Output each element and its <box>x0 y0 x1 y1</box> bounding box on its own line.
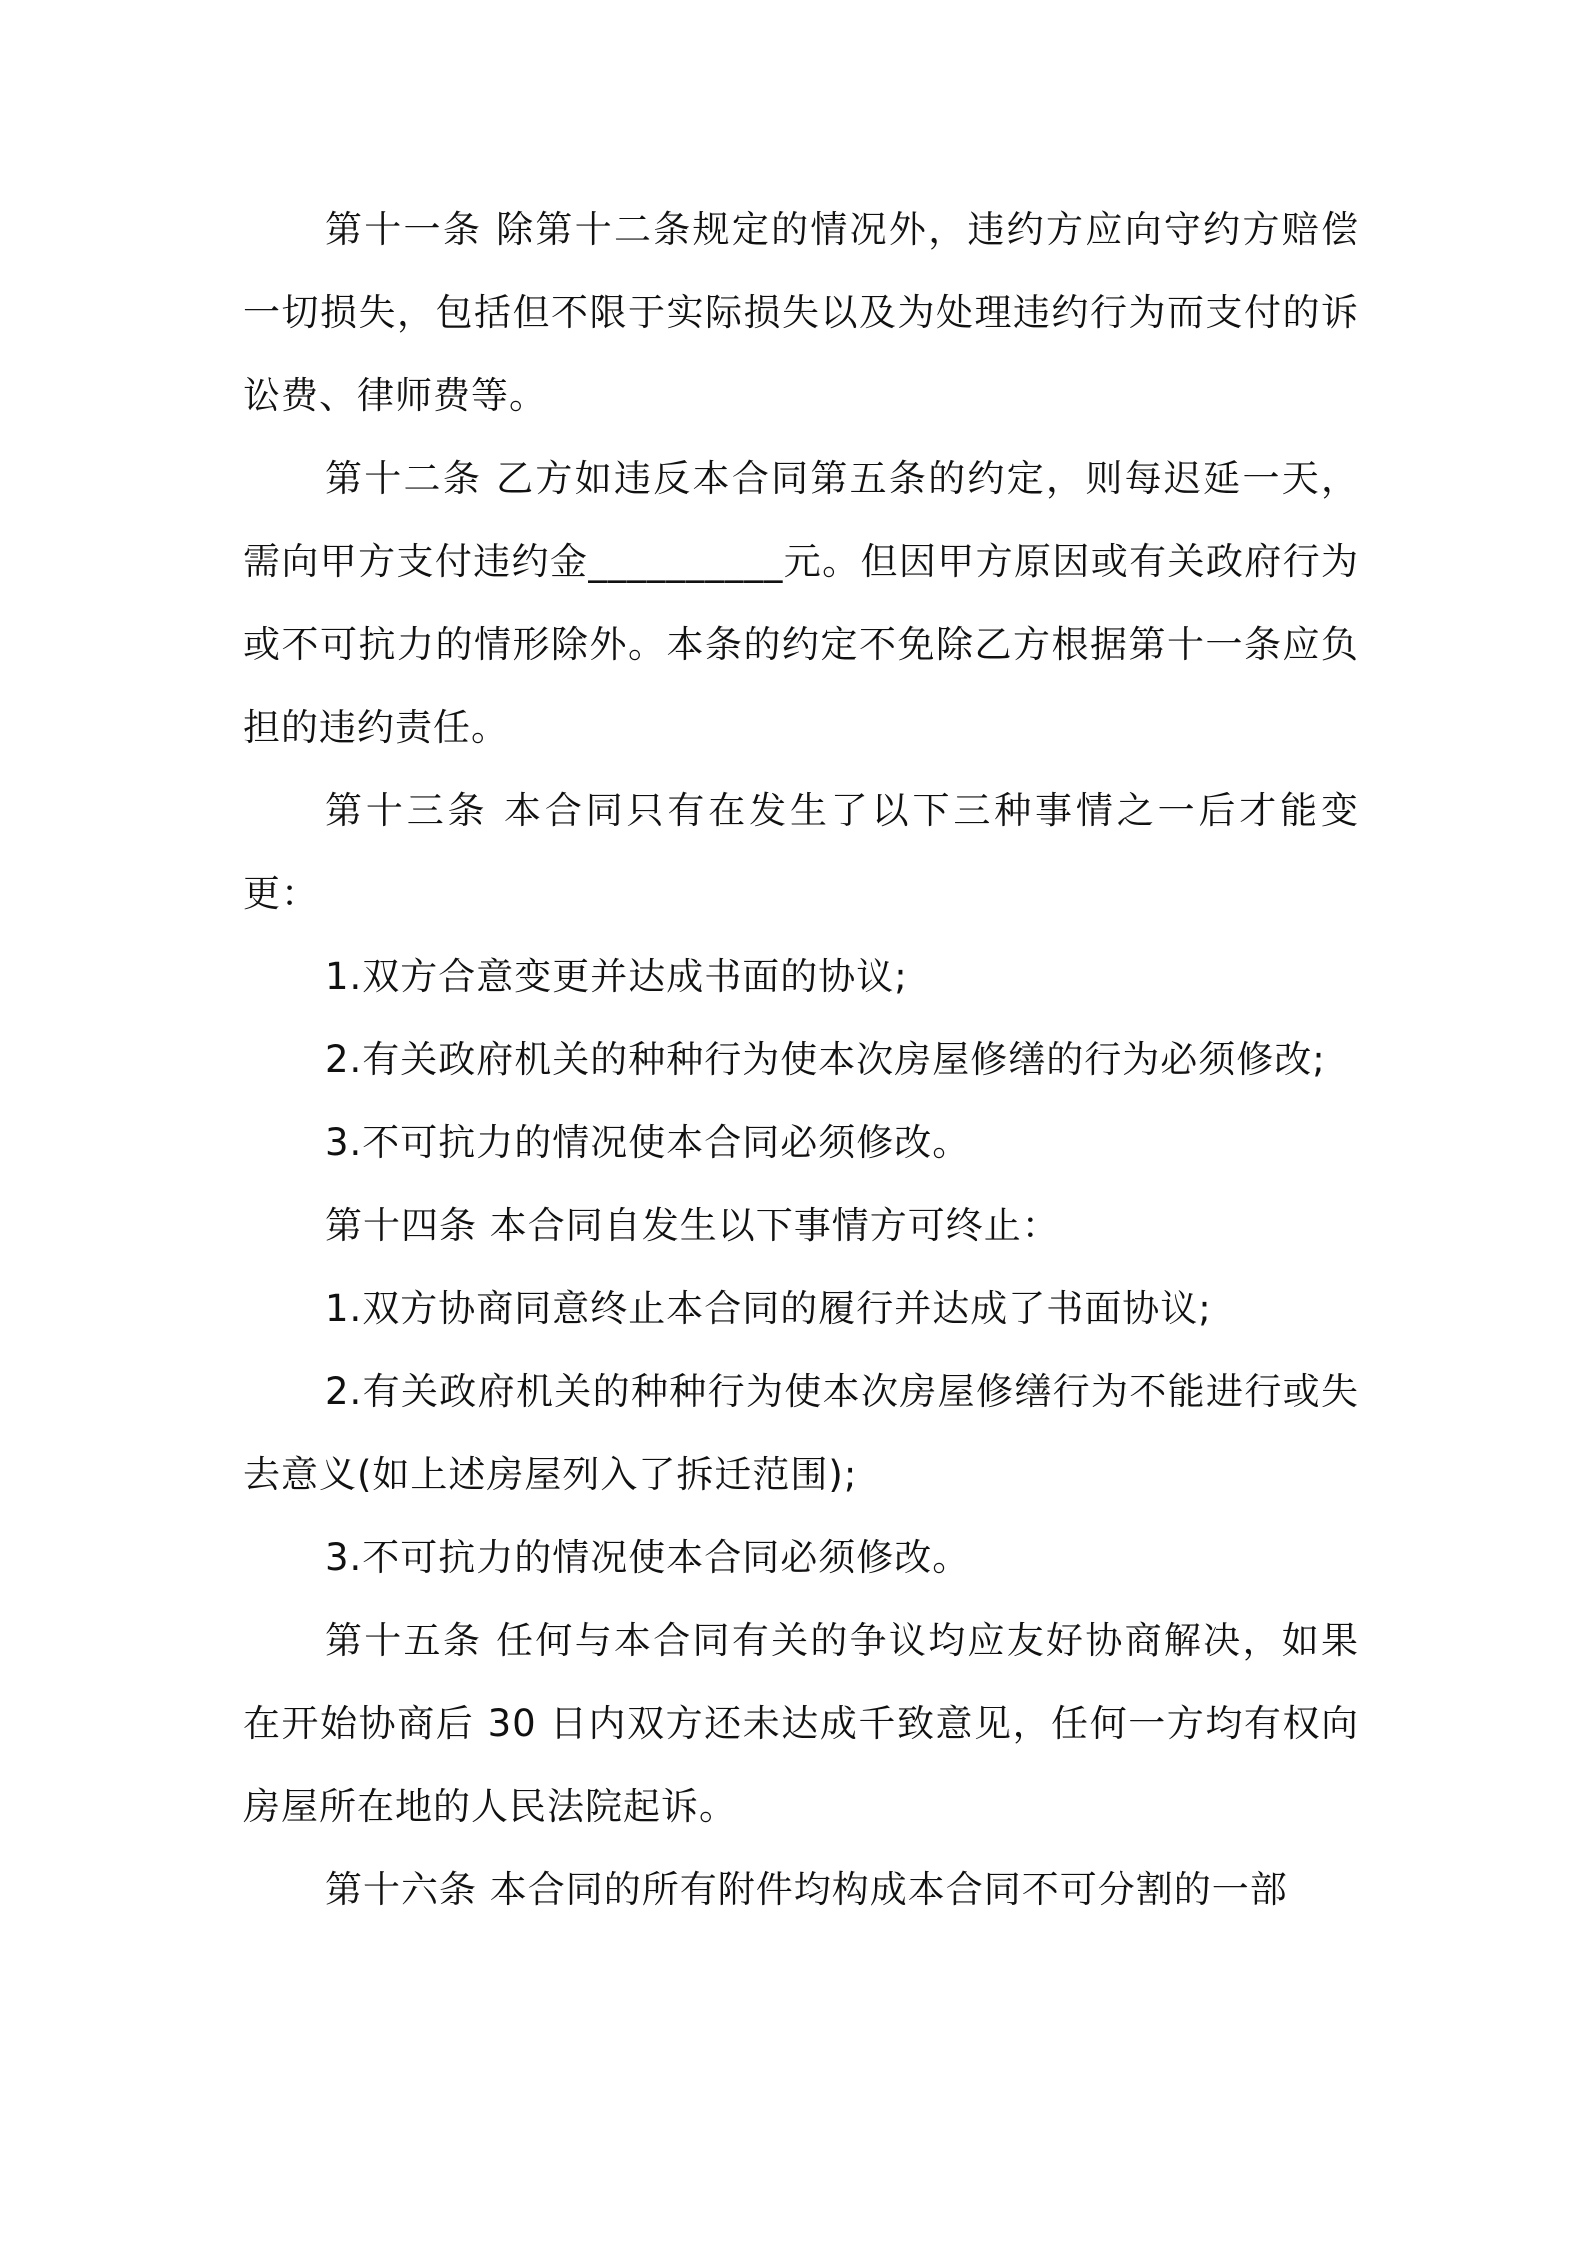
article-14-item-3: 3.不可抗力的情况使本合同必须修改。 <box>325 1536 971 1579</box>
article-12-text-after: 元。但因甲方原因或有关政府行为或不可抗力的情形除外。本条的约定不免除乙方根据第十一条应负担的违约责任。 <box>243 540 1359 749</box>
article-14-item-1: 1.双方协商同意终止本合同的履行并达成了书面协议; <box>325 1287 1212 1330</box>
article-14: 第十四条 本合同自发生以下事情方可终止： <box>325 1204 1060 1247</box>
contract-text <box>243 188 1359 1931</box>
article-15: 第十五条 任何与本合同有关的争议均应友好协商解决，如果在开始协商后 30 日内双方还未达成千致意见，任何一方均有权向房屋所在地的人民法院起诉。 <box>243 1619 1359 1828</box>
article-16: 第十六条 本合同的所有附件均构成本合同不可分割的一部 <box>325 1868 1288 1911</box>
article-12 <box>243 437 1359 769</box>
article-14-item-2: 2.有关政府机关的种种行为使本次房屋修缮行为不能进行或失去意义(如上述房屋列入了拆迁范围); <box>243 1370 1359 1496</box>
penalty-amount-blank: __________ <box>588 540 784 583</box>
article-13-item-3: 3.不可抗力的情况使本合同必须修改。 <box>325 1121 971 1164</box>
article-11: 第十一条 除第十二条规定的情况外，违约方应向守约方赔偿一切损失，包括但不限于实际损失以及为处理违约行为而支付的诉讼费、律师费等。 <box>243 208 1359 417</box>
article-13-item-2: 2.有关政府机关的种种行为使本次房屋修缮的行为必须修改; <box>325 1038 1326 1081</box>
article-12-text-before: 第十二条 乙方如违反本合同第五条的约定，则每迟延一天，需向甲方支付违约金 <box>243 457 1359 583</box>
article-13: 第十三条 本合同只有在发生了以下三种事情之一后才能变更： <box>243 789 1359 915</box>
article-13-item-1: 1.双方合意变更并达成书面的协议; <box>325 955 908 998</box>
